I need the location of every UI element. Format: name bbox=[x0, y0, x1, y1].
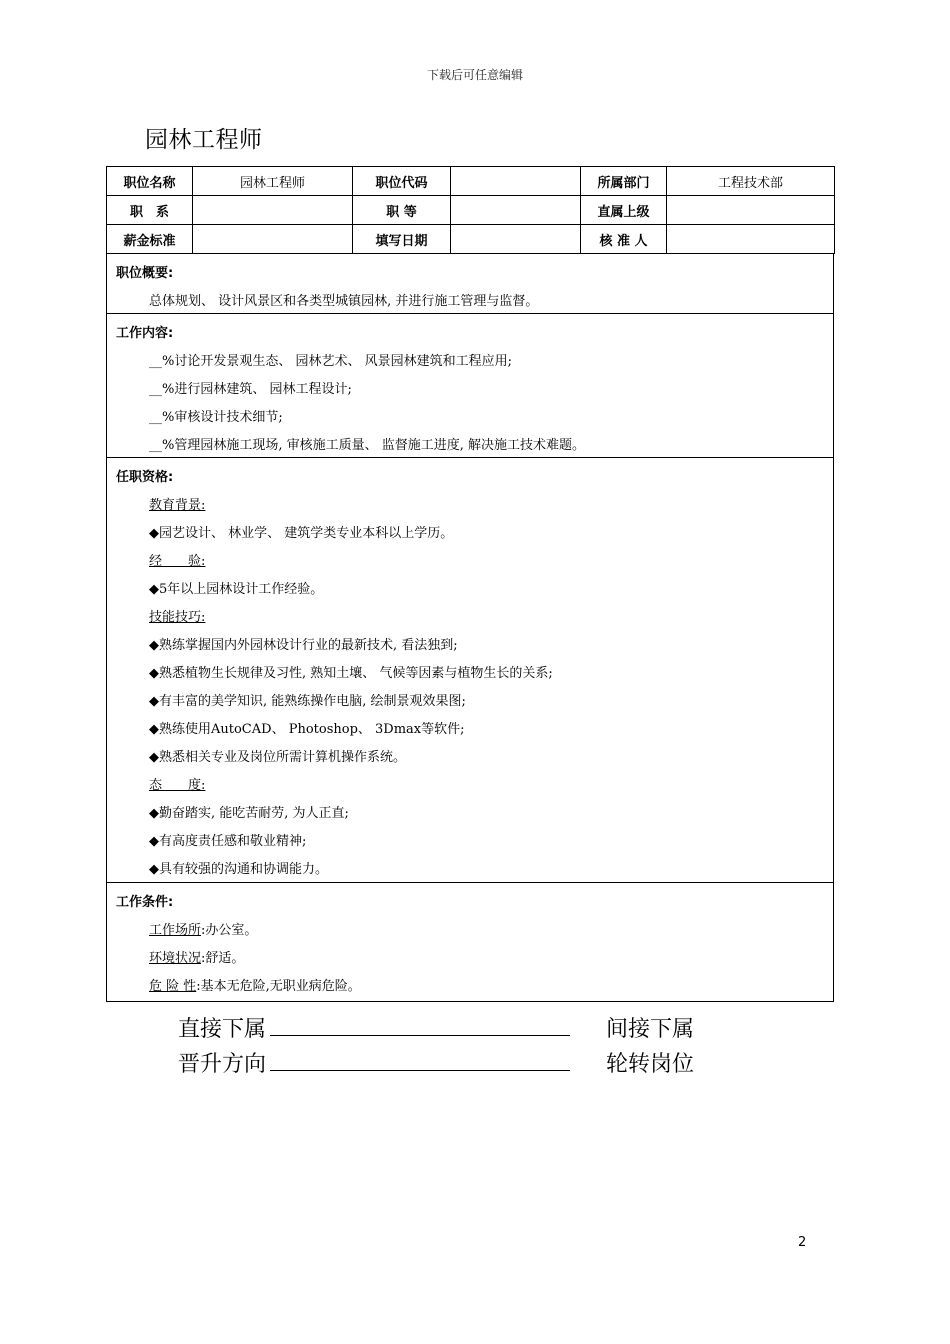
direct-subordinate-blank bbox=[270, 1035, 570, 1036]
list-item: ◆熟练使用AutoCAD、 Photoshop、 3Dmax等软件; bbox=[149, 722, 465, 737]
label-position-code: 职位代码 bbox=[353, 167, 451, 196]
value-direct-supervisor bbox=[667, 196, 835, 225]
environment-line bbox=[149, 947, 244, 966]
experience-item: ◆5年以上园林设计工作经验。 bbox=[149, 582, 324, 597]
promotion-blank bbox=[270, 1070, 570, 1071]
list-item: ◆熟悉植物生长规律及习性, 熟知土壤、 气候等因素与植物生长的关系; bbox=[149, 666, 553, 681]
value-position-code bbox=[451, 167, 581, 196]
list-item: __%管理园林施工现场, 审核施工质量、 监督施工进度, 解决施工技术难题。 bbox=[149, 438, 586, 453]
promotion-label: 晋升方向 bbox=[178, 1052, 267, 1077]
list-item: ◆勤奋踏实, 能吃苦耐劳, 为人正直; bbox=[149, 806, 349, 821]
direct-subordinate-label: 直接下属 bbox=[178, 1017, 267, 1042]
list-item: ◆有高度责任感和敬业精神; bbox=[149, 834, 307, 849]
table-row bbox=[107, 167, 835, 196]
overview-heading: 职位概要: bbox=[116, 266, 174, 281]
table-row bbox=[107, 225, 835, 254]
label-job-series: 职 系 bbox=[107, 196, 193, 225]
label-direct-supervisor: 直属上级 bbox=[581, 196, 667, 225]
page-number: 2 bbox=[798, 1235, 807, 1250]
job-info-table bbox=[106, 166, 835, 254]
label-position-name: 职位名称 bbox=[107, 167, 193, 196]
document-title: 园林工程师 bbox=[145, 127, 263, 153]
list-item: ◆有丰富的美学知识, 能熟练操作电脑, 绘制景观效果图; bbox=[149, 694, 466, 709]
duties-section bbox=[106, 314, 834, 458]
duties-heading: 工作内容: bbox=[116, 326, 174, 341]
environment-label: 环境状况 bbox=[149, 951, 202, 966]
qualifications-heading: 任职资格: bbox=[116, 470, 174, 485]
conditions-heading: 工作条件: bbox=[116, 895, 174, 910]
label-approver: 核 准 人 bbox=[581, 225, 667, 254]
value-approver bbox=[667, 225, 835, 254]
value-fill-date bbox=[451, 225, 581, 254]
risk-label: 危 险 性 bbox=[149, 979, 197, 994]
list-item: ◆熟练掌握国内外园林设计行业的最新技术, 看法独到; bbox=[149, 638, 458, 653]
overview-section bbox=[106, 253, 834, 314]
value-salary-standard bbox=[193, 225, 353, 254]
experience-label: 经 验: bbox=[149, 554, 206, 569]
label-fill-date: 填写日期 bbox=[353, 225, 451, 254]
risk-line bbox=[149, 975, 361, 994]
table-row bbox=[107, 196, 835, 225]
rotation-label: 轮转岗位 bbox=[606, 1052, 695, 1077]
conditions-section bbox=[106, 883, 834, 1002]
work-place-label: 工作场所 bbox=[149, 923, 202, 938]
label-job-grade: 职 等 bbox=[353, 196, 451, 225]
list-item: ◆熟悉相关专业及岗位所需计算机操作系统。 bbox=[149, 750, 406, 765]
list-item: __%讨论开发景观生态、 园林艺术、 风景园林建筑和工程应用; bbox=[149, 354, 512, 369]
risk-value: :基本无危险,无职业病危险。 bbox=[196, 979, 361, 994]
education-label: 教育背景: bbox=[149, 498, 206, 513]
value-job-grade bbox=[451, 196, 581, 225]
header-note: 下载后可任意编辑 bbox=[426, 68, 523, 82]
value-position-name: 园林工程师 bbox=[193, 167, 353, 196]
education-item: ◆园艺设计、 林业学、 建筑学类专业本科以上学历。 bbox=[149, 526, 454, 541]
list-item: __%进行园林建筑、 园林工程设计; bbox=[149, 382, 352, 397]
label-department: 所属部门 bbox=[581, 167, 667, 196]
value-job-series bbox=[193, 196, 353, 225]
skills-label: 技能技巧: bbox=[149, 610, 206, 625]
qualifications-section bbox=[106, 458, 834, 883]
list-item: __%审核设计技术细节; bbox=[149, 410, 283, 425]
value-department: 工程技术部 bbox=[667, 167, 835, 196]
attitude-label: 态 度: bbox=[149, 778, 206, 793]
work-place-value: :办公室。 bbox=[201, 923, 258, 938]
indirect-subordinate-label: 间接下属 bbox=[606, 1017, 695, 1042]
list-item: ◆具有较强的沟通和协调能力。 bbox=[149, 862, 328, 877]
environment-value: :舒适。 bbox=[201, 951, 245, 966]
work-place-line bbox=[149, 919, 257, 938]
overview-text: 总体规划、 设计风景区和各类型城镇园林, 并进行施工管理与监督。 bbox=[149, 294, 539, 309]
label-salary-standard: 薪金标准 bbox=[107, 225, 193, 254]
